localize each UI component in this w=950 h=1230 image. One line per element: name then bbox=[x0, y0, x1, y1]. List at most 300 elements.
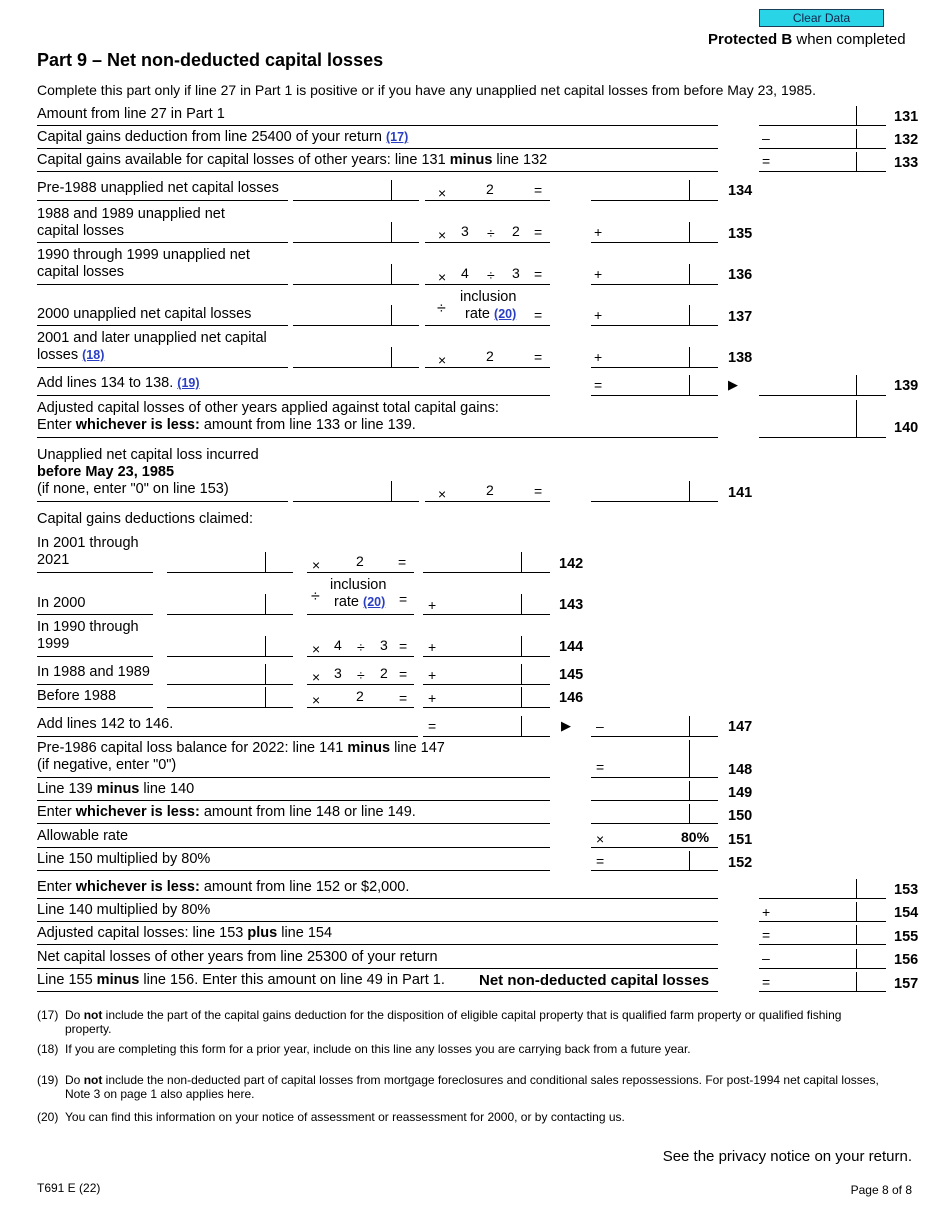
factor-two: 2 bbox=[380, 665, 388, 681]
line-142-number: 142 bbox=[559, 556, 584, 572]
line-138-text-2: losses bbox=[37, 347, 79, 363]
note-19-link[interactable]: (19) bbox=[177, 376, 200, 390]
page-title: Part 9 – Net non-deducted capital losses bbox=[37, 50, 384, 70]
line-144-rule bbox=[37, 656, 153, 657]
line-138-field[interactable] bbox=[591, 367, 718, 368]
equals-sign: = bbox=[762, 974, 771, 990]
divide-sign: ÷ bbox=[357, 639, 365, 655]
line-133-rule bbox=[37, 171, 718, 172]
line-145-number: 145 bbox=[559, 667, 584, 683]
line-149-number: 149 bbox=[728, 785, 753, 801]
line-140-text-1: Adjusted capital losses of other years applied against total capital gains: bbox=[37, 400, 499, 416]
line-131-field[interactable] bbox=[759, 125, 886, 126]
line-141-field[interactable] bbox=[591, 501, 718, 502]
divide-sign: ÷ bbox=[437, 300, 446, 317]
line-133-field[interactable] bbox=[759, 171, 886, 172]
line-144-label bbox=[37, 619, 139, 653]
times-sign: × bbox=[438, 486, 447, 502]
footnote-number: (20) bbox=[37, 1110, 59, 1124]
line-133-text-c: line 132 bbox=[492, 152, 548, 168]
line-139-label bbox=[37, 375, 200, 391]
equals-sign: = bbox=[399, 690, 408, 706]
inclusion-label: inclusion bbox=[330, 577, 387, 593]
line-135-text-1: 1988 and 1989 unapplied net bbox=[37, 206, 225, 222]
note-18-link[interactable]: (18) bbox=[82, 348, 105, 362]
line-157-rule bbox=[37, 991, 718, 992]
line-133-label bbox=[37, 152, 547, 168]
line-139-text: Add lines 134 to 138. bbox=[37, 375, 174, 391]
line-138-label bbox=[37, 330, 267, 364]
line-155-text-a: Adjusted capital losses: line 153 bbox=[37, 925, 248, 941]
line-148-field[interactable] bbox=[591, 777, 718, 778]
line-131-label: Amount from line 27 in Part 1 bbox=[37, 106, 225, 122]
line-137-rule bbox=[37, 325, 288, 326]
calc-rule bbox=[425, 242, 550, 243]
protected-notice bbox=[708, 31, 906, 48]
line-140-number: 140 bbox=[894, 420, 919, 436]
line-147-subtotal[interactable] bbox=[423, 736, 550, 737]
arrow-icon: ▶ bbox=[561, 718, 571, 733]
divide-sign: ÷ bbox=[487, 267, 495, 283]
line-156-number: 156 bbox=[894, 952, 919, 968]
equals-sign: = bbox=[534, 349, 543, 365]
factor-two: 2 bbox=[356, 688, 364, 704]
line-152-field[interactable] bbox=[591, 870, 718, 871]
line-138-text-1: 2001 and later unapplied net capital bbox=[37, 330, 267, 346]
cents-divider bbox=[689, 347, 690, 367]
line-156-field[interactable] bbox=[759, 968, 886, 969]
cents-divider bbox=[521, 552, 522, 572]
line-140-label bbox=[37, 400, 499, 434]
line-145-rule bbox=[37, 684, 153, 685]
cents-divider bbox=[391, 305, 392, 325]
line-152-number: 152 bbox=[728, 855, 753, 871]
line-152-label: Line 150 multiplied by 80% bbox=[37, 851, 211, 867]
cents-divider bbox=[521, 664, 522, 684]
line-146-input[interactable] bbox=[167, 707, 293, 708]
footnote-text bbox=[65, 1042, 885, 1056]
calc-rule bbox=[425, 325, 550, 326]
cents-divider bbox=[265, 594, 266, 614]
line-136-text-2: capital losses bbox=[37, 264, 125, 280]
line-148-rule bbox=[37, 777, 550, 778]
line-148-number: 148 bbox=[728, 762, 753, 778]
line-139-number: 139 bbox=[894, 378, 919, 394]
line-149-label bbox=[37, 781, 194, 797]
minus-sign: – bbox=[762, 950, 770, 966]
calc-rule bbox=[425, 367, 550, 368]
rate-label bbox=[334, 594, 385, 610]
cents-divider bbox=[856, 972, 857, 991]
line-148-text-1a: Pre-1986 capital loss balance for 2022: line 141 bbox=[37, 740, 348, 756]
times-sign: × bbox=[438, 185, 447, 201]
cents-divider bbox=[391, 481, 392, 501]
line-154-field[interactable] bbox=[759, 921, 886, 922]
cents-divider bbox=[856, 106, 857, 125]
line-138-number: 138 bbox=[728, 350, 753, 366]
equals-sign: = bbox=[534, 307, 543, 323]
footnote-text bbox=[65, 1008, 885, 1036]
factor-two: 2 bbox=[356, 553, 364, 569]
line-151-rule-right bbox=[591, 847, 718, 848]
line-132-label bbox=[37, 129, 408, 145]
calc-rule bbox=[307, 656, 414, 657]
line-154-number: 154 bbox=[894, 905, 919, 921]
line-145-field[interactable] bbox=[423, 684, 550, 685]
line-153-label bbox=[37, 879, 409, 895]
cents-divider bbox=[265, 552, 266, 572]
factor-four: 4 bbox=[334, 637, 342, 653]
line-148-text-2: (if negative, enter "0") bbox=[37, 757, 177, 773]
calc-rule bbox=[307, 707, 414, 708]
footnote-pre: Do bbox=[65, 1008, 84, 1022]
equals-sign: = bbox=[594, 377, 603, 393]
times-sign: × bbox=[312, 641, 321, 657]
line-136-number: 136 bbox=[728, 267, 753, 283]
line-139-rule bbox=[37, 395, 550, 396]
line-132-text: Capital gains deduction from line 25400 of your return bbox=[37, 129, 382, 145]
line-143-input[interactable] bbox=[167, 614, 293, 615]
cents-divider bbox=[856, 375, 857, 395]
line-136-rule bbox=[37, 284, 288, 285]
line-144-input[interactable] bbox=[167, 656, 293, 657]
protected-rest: when completed bbox=[792, 31, 906, 48]
line-157-label bbox=[37, 972, 445, 988]
line-153-rule bbox=[37, 898, 718, 899]
line-150-label bbox=[37, 804, 416, 820]
line-131-number: 131 bbox=[894, 109, 919, 125]
line-150-text-a: Enter bbox=[37, 804, 76, 820]
line-154-label: Line 140 multiplied by 80% bbox=[37, 902, 211, 918]
calc-rule bbox=[307, 614, 414, 615]
clear-data-button[interactable]: Clear Data bbox=[759, 9, 884, 27]
cents-divider bbox=[856, 129, 857, 148]
plus-sign: + bbox=[594, 266, 603, 282]
line-140-text-2a: Enter bbox=[37, 417, 76, 433]
line-157-text-c: line 156. Enter this amount on line 49 in Part 1. bbox=[139, 972, 445, 988]
line-139-subtotal[interactable] bbox=[591, 395, 718, 396]
line-150-rule bbox=[37, 823, 550, 824]
line-149-text-c: line 140 bbox=[139, 781, 195, 797]
line-150-text-c: amount from line 148 or line 149. bbox=[199, 804, 416, 820]
line-135-input[interactable] bbox=[293, 242, 419, 243]
line-155-number: 155 bbox=[894, 929, 919, 945]
line-155-text-c: line 154 bbox=[277, 925, 333, 941]
line-138-rule bbox=[37, 367, 288, 368]
cents-divider bbox=[689, 180, 690, 200]
allowable-rate-value: 80% bbox=[681, 829, 710, 845]
line-133-number: 133 bbox=[894, 155, 919, 171]
line-146-field[interactable] bbox=[423, 707, 550, 708]
equals-sign: = bbox=[762, 927, 771, 943]
cents-divider bbox=[689, 264, 690, 284]
factor-two: 2 bbox=[486, 482, 494, 498]
line-134-rule bbox=[37, 200, 288, 201]
line-149-field[interactable] bbox=[591, 800, 718, 801]
cents-divider bbox=[689, 222, 690, 242]
line-143-number: 143 bbox=[559, 597, 584, 613]
cents-divider bbox=[856, 152, 857, 171]
line-138-input[interactable] bbox=[293, 367, 419, 368]
line-152-rule bbox=[37, 870, 550, 871]
line-146-label: Before 1988 bbox=[37, 688, 117, 704]
plus-sign: + bbox=[594, 349, 603, 365]
line-140-text-2b: whichever is less: bbox=[75, 417, 200, 433]
arrow-icon: ▶ bbox=[728, 377, 738, 392]
factor-three: 3 bbox=[380, 637, 388, 653]
line-150-field[interactable] bbox=[591, 823, 718, 824]
note-17-link[interactable]: (17) bbox=[386, 130, 409, 144]
plus-sign: + bbox=[594, 307, 603, 323]
factor-four: 4 bbox=[461, 265, 469, 281]
line-145-input[interactable] bbox=[167, 684, 293, 685]
line-143-label: In 2000 bbox=[37, 595, 86, 611]
line-157-field[interactable] bbox=[759, 991, 886, 992]
part-intro: Complete this part only if line 27 in Part 1 is positive or if you have any unapplied net capital losses from before May 23, 1985. bbox=[37, 82, 816, 98]
line-135-number: 135 bbox=[728, 226, 753, 242]
cents-divider bbox=[391, 347, 392, 367]
line-142-rule bbox=[37, 572, 153, 573]
line-143-field[interactable] bbox=[423, 614, 550, 615]
line-153-number: 153 bbox=[894, 882, 919, 898]
net-non-deducted-title: Net non-deducted capital losses bbox=[479, 972, 710, 989]
line-149-rule bbox=[37, 800, 550, 801]
calc-rule bbox=[307, 572, 414, 573]
line-141-label bbox=[37, 447, 259, 498]
line-155-label bbox=[37, 925, 332, 941]
line-141-rule bbox=[37, 501, 288, 502]
line-153-text-b: whichever is less: bbox=[75, 879, 200, 895]
line-144-number: 144 bbox=[559, 639, 584, 655]
plus-sign: + bbox=[428, 597, 437, 613]
equals-sign: = bbox=[534, 224, 543, 240]
cents-divider bbox=[689, 481, 690, 501]
inclusion-label: inclusion bbox=[460, 289, 517, 305]
rate-text: rate bbox=[465, 306, 490, 322]
line-133-text-b: minus bbox=[449, 152, 493, 168]
equals-sign: = bbox=[762, 153, 771, 169]
page-number: Page 8 of 8 bbox=[850, 1183, 912, 1197]
rate-text: rate bbox=[334, 594, 359, 610]
line-142-text-2: 2021 bbox=[37, 552, 70, 568]
line-147-field[interactable] bbox=[591, 736, 718, 737]
footnote-number: (17) bbox=[37, 1008, 59, 1022]
footnote-number: (19) bbox=[37, 1073, 59, 1087]
cents-divider bbox=[689, 716, 690, 736]
line-135-label bbox=[37, 206, 225, 240]
plus-sign: + bbox=[428, 690, 437, 706]
calc-rule bbox=[425, 501, 550, 502]
cents-divider bbox=[521, 687, 522, 707]
cents-divider bbox=[521, 636, 522, 656]
line-132-number: 132 bbox=[894, 132, 919, 148]
footnote-pre: Do bbox=[65, 1073, 84, 1087]
line-135-field[interactable] bbox=[591, 242, 718, 243]
times-sign: × bbox=[312, 692, 321, 708]
line-153-field[interactable] bbox=[759, 898, 886, 899]
line-144-text-1: In 1990 through bbox=[37, 619, 139, 635]
line-151-label: Allowable rate bbox=[37, 828, 129, 844]
cents-divider bbox=[856, 400, 857, 437]
times-sign: × bbox=[438, 269, 447, 285]
line-141-text-2: before May 23, 1985 bbox=[37, 464, 175, 480]
line-142-field[interactable] bbox=[423, 572, 550, 573]
equals-sign: = bbox=[428, 718, 437, 734]
line-156-rule bbox=[37, 968, 718, 969]
line-144-text-2: 1999 bbox=[37, 636, 70, 652]
line-141-input[interactable] bbox=[293, 501, 419, 502]
cents-divider bbox=[521, 594, 522, 614]
footnote-bold: not bbox=[83, 1073, 103, 1087]
cents-divider bbox=[856, 925, 857, 944]
line-132-field[interactable] bbox=[759, 148, 886, 149]
note-20-link[interactable]: (20) bbox=[363, 595, 386, 609]
divide-sign: ÷ bbox=[487, 225, 495, 241]
calc-rule bbox=[425, 284, 550, 285]
line-157-number: 157 bbox=[894, 976, 919, 992]
line-141-number: 141 bbox=[728, 485, 753, 501]
line-142-text-1: In 2001 through bbox=[37, 535, 139, 551]
line-154-rule bbox=[37, 921, 718, 922]
privacy-notice: See the privacy notice on your return. bbox=[662, 1148, 912, 1165]
line-136-field[interactable] bbox=[591, 284, 718, 285]
times-sign: × bbox=[312, 557, 321, 573]
minus-sign: – bbox=[596, 718, 604, 734]
divide-sign: ÷ bbox=[357, 667, 365, 683]
line-137-input[interactable] bbox=[293, 325, 419, 326]
form-id: T691 E (22) bbox=[37, 1181, 101, 1195]
line-142-input[interactable] bbox=[167, 572, 293, 573]
equals-sign: = bbox=[399, 666, 408, 682]
equals-sign: = bbox=[596, 853, 605, 869]
line-156-label: Net capital losses of other years from line 25300 of your return bbox=[37, 949, 438, 965]
footnote-pre: If you are completing this form for a prior year, include on this line any losses you are carrying back from a future year. bbox=[65, 1042, 691, 1056]
divide-sign: ÷ bbox=[311, 588, 320, 605]
line-147-rule bbox=[37, 736, 418, 737]
line-145-label: In 1988 and 1989 bbox=[37, 664, 150, 680]
line-148-text-1b: minus bbox=[347, 740, 391, 756]
line-146-number: 146 bbox=[559, 690, 584, 706]
times-sign: × bbox=[312, 669, 321, 685]
line-157-text-a: Line 155 bbox=[37, 972, 97, 988]
cents-divider bbox=[856, 902, 857, 921]
line-137-number: 137 bbox=[728, 309, 753, 325]
deductions-heading: Capital gains deductions claimed: bbox=[37, 511, 254, 527]
line-140-rule bbox=[37, 437, 718, 438]
minus-sign: – bbox=[762, 130, 770, 146]
equals-sign: = bbox=[534, 483, 543, 499]
equals-sign: = bbox=[398, 554, 407, 570]
times-sign: × bbox=[596, 831, 605, 847]
line-133-text-a: Capital gains available for capital losses of other years: line 131 bbox=[37, 152, 450, 168]
line-136-label bbox=[37, 247, 250, 281]
line-150-text-b: whichever is less: bbox=[75, 804, 200, 820]
factor-three: 3 bbox=[334, 665, 342, 681]
cents-divider bbox=[265, 636, 266, 656]
line-144-field[interactable] bbox=[423, 656, 550, 657]
footnote-text bbox=[65, 1073, 885, 1101]
factor-three: 3 bbox=[461, 223, 469, 239]
plus-sign: + bbox=[428, 667, 437, 683]
line-147-label: Add lines 142 to 146. bbox=[37, 716, 174, 732]
cents-divider bbox=[391, 222, 392, 242]
line-151-number: 151 bbox=[728, 832, 753, 848]
equals-sign: = bbox=[399, 591, 408, 607]
equals-sign: = bbox=[534, 266, 543, 282]
calc-rule bbox=[425, 200, 550, 201]
line-135-text-2: capital losses bbox=[37, 223, 125, 239]
line-140-text-2c: amount from line 133 or line 139. bbox=[199, 417, 416, 433]
line-134-field[interactable] bbox=[591, 200, 718, 201]
plus-sign: + bbox=[428, 639, 437, 655]
plus-sign: + bbox=[762, 904, 771, 920]
plus-sign: + bbox=[594, 224, 603, 240]
line-137-label: 2000 unapplied net capital losses bbox=[37, 306, 252, 322]
line-150-number: 150 bbox=[728, 808, 753, 824]
line-157-text-b: minus bbox=[96, 972, 140, 988]
line-149-text-a: Line 139 bbox=[37, 781, 97, 797]
cents-divider bbox=[689, 781, 690, 800]
line-148-label bbox=[37, 740, 445, 774]
cents-divider bbox=[689, 305, 690, 325]
calc-rule bbox=[307, 684, 414, 685]
note-20-link[interactable]: (20) bbox=[494, 307, 517, 321]
line-131-rule bbox=[37, 125, 718, 126]
footnote-number: (18) bbox=[37, 1042, 59, 1056]
cents-divider bbox=[689, 804, 690, 823]
cents-divider bbox=[265, 687, 266, 707]
cents-divider bbox=[521, 716, 522, 736]
footnote-bold: not bbox=[83, 1008, 103, 1022]
cents-divider bbox=[689, 375, 690, 395]
line-135-rule bbox=[37, 242, 288, 243]
line-134-label: Pre-1988 unapplied net capital losses bbox=[37, 180, 279, 196]
equals-sign: = bbox=[534, 182, 543, 198]
line-132-rule bbox=[37, 148, 718, 149]
factor-two: 2 bbox=[486, 348, 494, 364]
line-153-text-a: Enter bbox=[37, 879, 76, 895]
cents-divider bbox=[856, 949, 857, 968]
line-149-text-b: minus bbox=[96, 781, 140, 797]
line-146-rule bbox=[37, 707, 153, 708]
line-140-field[interactable] bbox=[759, 437, 886, 438]
cents-divider bbox=[689, 740, 690, 777]
line-139-field[interactable] bbox=[759, 395, 886, 396]
equals-sign: = bbox=[399, 638, 408, 654]
rate-label bbox=[465, 306, 516, 322]
factor-two: 2 bbox=[512, 223, 520, 239]
footnote-post: include the non-deducted part of capital losses from mortgage foreclosures and conditional sales repossessions. For post-1994 net capital losses, Note 3 on page 1 also applies here. bbox=[65, 1073, 879, 1101]
line-134-input[interactable] bbox=[293, 200, 419, 201]
footnote-pre: You can find this information on your notice of assessment or reassessment for 2000, or by contacting us. bbox=[65, 1110, 625, 1124]
line-155-field[interactable] bbox=[759, 944, 886, 945]
cents-divider bbox=[265, 664, 266, 684]
line-153-text-c: amount from line 152 or $2,000. bbox=[199, 879, 410, 895]
line-141-text-3: (if none, enter "0" on line 153) bbox=[37, 481, 229, 497]
footnote-post: include the part of the capital gains deduction for the disposition of eligible capital property that is qualified farm property or qualified fishing property. bbox=[65, 1008, 842, 1036]
protected-b: Protected B bbox=[708, 31, 793, 48]
line-137-field[interactable] bbox=[591, 325, 718, 326]
factor-two: 2 bbox=[486, 181, 494, 197]
line-136-input[interactable] bbox=[293, 284, 419, 285]
line-155-text-b: plus bbox=[247, 925, 278, 941]
cents-divider bbox=[689, 851, 690, 870]
footnote-text bbox=[65, 1110, 885, 1124]
line-151-rule bbox=[37, 847, 550, 848]
equals-sign: = bbox=[596, 759, 605, 775]
line-147-number: 147 bbox=[728, 719, 753, 735]
cents-divider bbox=[856, 879, 857, 898]
